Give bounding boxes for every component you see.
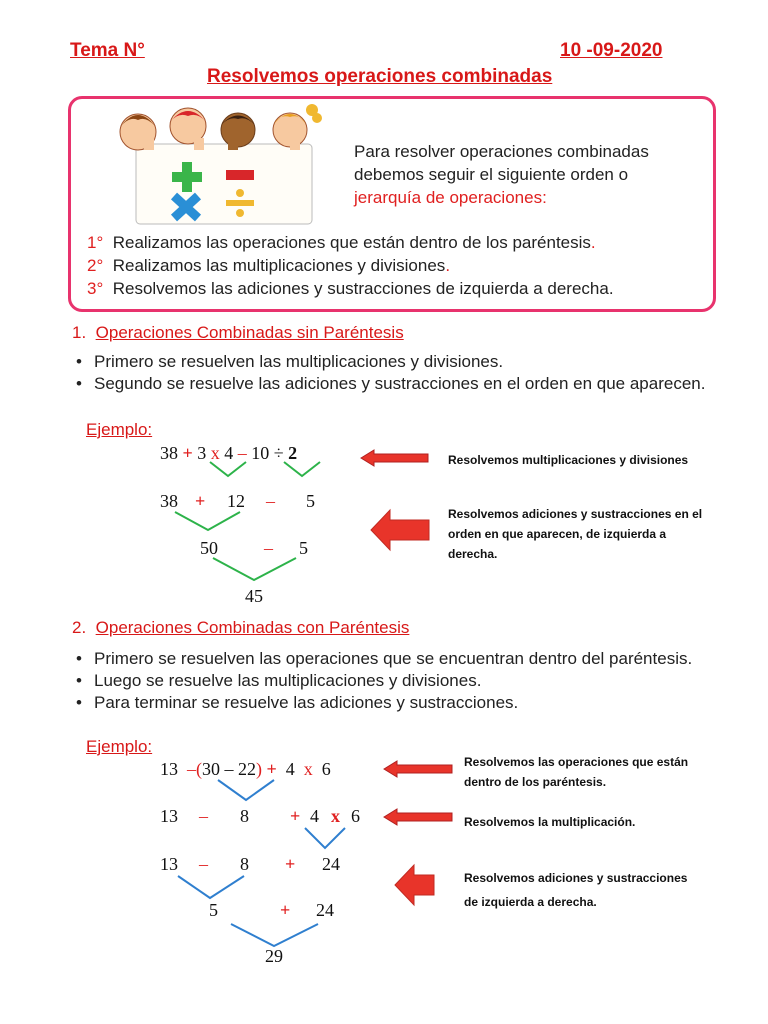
open-paren: (: [196, 759, 202, 779]
intro-line-2: debemos seguir el siguiente orden o: [354, 165, 629, 184]
s1-note-1: Resolvemos multiplicaciones y divisiones: [448, 453, 689, 467]
page-title: Resolvemos operaciones combinadas: [207, 66, 553, 87]
blue-bracket: [231, 924, 318, 946]
list-item: • Segundo se resuelve las adiciones y sustracciones en el orden en que aparecen.: [72, 373, 712, 395]
s2-row2-d: 6: [351, 806, 360, 826]
section1-number: 1.: [72, 323, 87, 342]
s2-row4-a: 5: [209, 900, 218, 920]
intro-line-1: Para resolver operaciones combinadas: [354, 142, 649, 161]
blue-bracket: [178, 876, 244, 898]
step-3-number: 3°: [87, 279, 104, 298]
s1-row2-c: 5: [306, 491, 315, 511]
step-2-text: Realizamos las multiplicaciones y divisiones: [112, 256, 446, 275]
minus-sign: –: [199, 806, 208, 826]
list-item: • Para terminar se resuelve las adiciones y sustracciones.: [72, 692, 712, 714]
plus-sign: +: [182, 443, 193, 463]
num: 4: [224, 443, 234, 463]
num: 3: [197, 443, 207, 463]
plus-sign: +: [266, 759, 277, 779]
step-1-end: .: [590, 233, 596, 252]
section2-title: Operaciones Combinadas con Paréntesis: [95, 618, 410, 637]
green-bracket: [175, 512, 240, 530]
num: 30 – 22: [202, 759, 256, 779]
s1-row2-b: 12: [227, 491, 245, 511]
s1-row3-b: 5: [299, 538, 308, 558]
s2-note-2: Resolvemos la multiplicación.: [464, 815, 636, 829]
tema-label: Tema N°: [70, 40, 145, 61]
minus-sign: –: [264, 538, 273, 558]
s2-result: 29: [265, 946, 283, 966]
num: 4: [285, 759, 295, 779]
minus-sign: –: [237, 443, 247, 463]
step-3-end: .: [608, 279, 614, 298]
divide-sign: ÷: [273, 443, 284, 463]
s2-row4-b: 24: [316, 900, 334, 920]
minus-sign: –: [266, 491, 275, 511]
green-bracket: [213, 558, 296, 580]
list-item: • Primero se resuelven las operaciones que se encuentran dentro del paréntesis.: [72, 648, 712, 670]
red-arrow-icon: [361, 450, 452, 825]
num: 38: [160, 443, 178, 463]
plus-sign: +: [195, 491, 206, 511]
step-2-number: 2°: [87, 256, 104, 275]
list-item: • Luego se resuelve las multiplicaciones y divisiones.: [72, 670, 712, 692]
s2-note-1: Resolvemos las operaciones que están dentro de los paréntesis.: [464, 755, 689, 789]
s1-result: 45: [245, 586, 263, 606]
num: 2: [288, 443, 298, 463]
s2-row3-c: 24: [322, 854, 340, 874]
plus-sign: +: [290, 806, 301, 826]
blue-bracket: [305, 828, 345, 848]
list-item: • Primero se resuelven las multiplicaciones y divisiones.: [72, 351, 712, 373]
s2-note-3: Resolvemos adiciones y sustracciones de izquierda a derecha.: [464, 871, 688, 909]
step-2-end: .: [445, 256, 451, 275]
num: 10: [251, 443, 270, 463]
s2-row2-b: 8: [240, 806, 249, 826]
green-bracket: [284, 462, 320, 476]
s1-note-2: Resolvemos adiciones y sustracciones en el orden en que aparecen, de izquierda a derecha.: [448, 507, 703, 561]
plus-sign: +: [285, 854, 296, 874]
s1-row3-a: 50: [200, 538, 218, 558]
step-1-number: 1°: [87, 233, 104, 252]
minus-sign: –: [187, 759, 196, 779]
plus-sign: +: [280, 900, 291, 920]
num: 13: [160, 759, 178, 779]
minus-sign: –: [199, 854, 208, 874]
s2-row2-a: 13: [160, 806, 178, 826]
green-bracket: [210, 462, 246, 476]
section2-example-label: Ejemplo:: [86, 737, 153, 756]
section1-example-label: Ejemplo:: [86, 420, 153, 439]
times-sign: x: [210, 443, 220, 463]
red-arrow-icon: [371, 510, 434, 905]
section2-number: 2.: [72, 618, 87, 637]
intro-highlight: jerarquía de operaciones:: [354, 188, 547, 207]
num: 6: [321, 759, 331, 779]
times-sign: x: [331, 806, 340, 826]
s2-row3-b: 8: [240, 854, 249, 874]
section1-title: Operaciones Combinadas sin Paréntesis: [95, 323, 404, 342]
date-label: 10 -09-2020: [560, 40, 663, 61]
step-3-text: Resolvemos las adiciones y sustracciones de izquierda a derecha: [112, 279, 609, 298]
times-sign: x: [303, 759, 313, 779]
s1-row2-a: 38: [160, 491, 178, 511]
step-1-text: Realizamos las operaciones que están dentro de los paréntesis: [112, 233, 591, 252]
s2-row2-c: 4: [310, 806, 319, 826]
close-paren: ): [256, 759, 262, 779]
blue-bracket: [218, 780, 274, 800]
s2-row3-a: 13: [160, 854, 178, 874]
